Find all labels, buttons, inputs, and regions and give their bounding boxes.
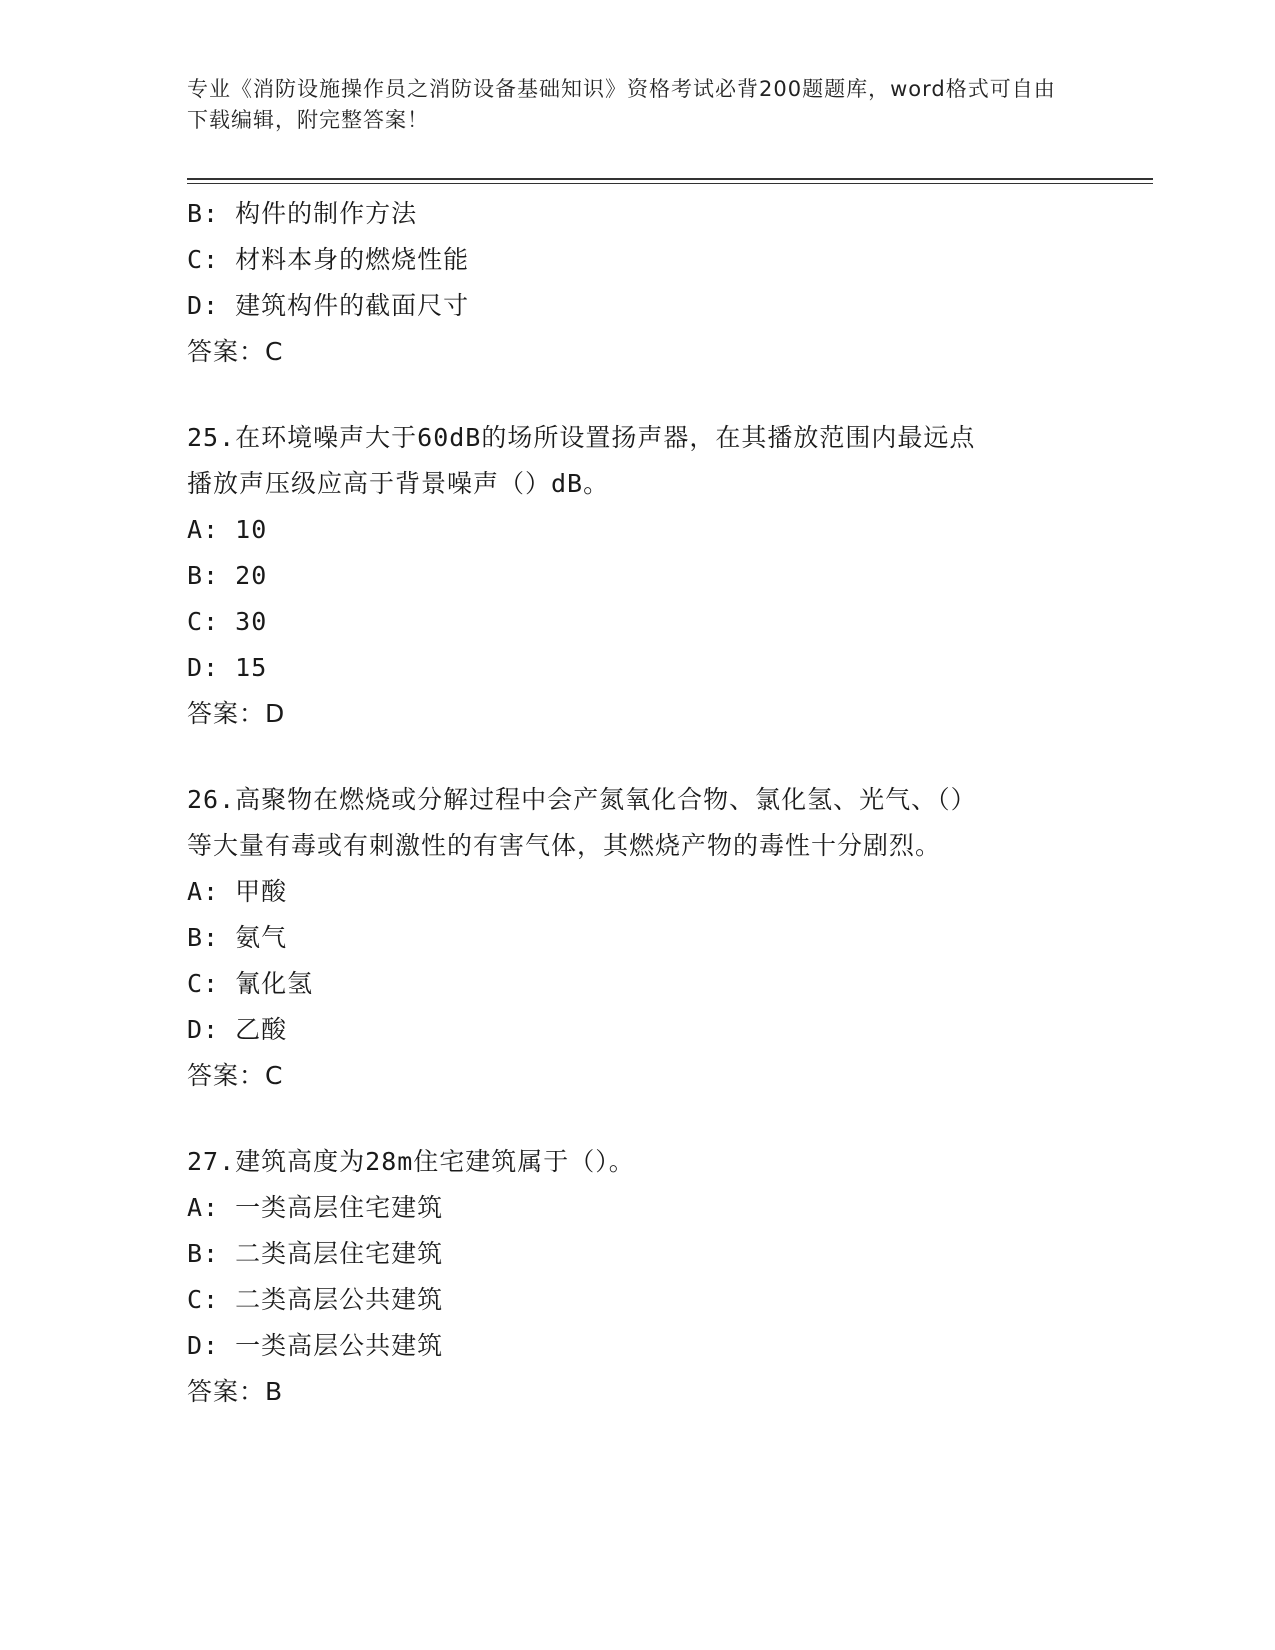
option-a: A: 甲酸 — [187, 877, 288, 906]
option-b: B: 氨气 — [187, 923, 288, 952]
option-d: D: 一类高层公共建筑 — [187, 1331, 444, 1360]
header-divider-thick — [187, 178, 1153, 180]
option-d: D: 乙酸 — [187, 1015, 288, 1044]
answer-line: 答案：C — [187, 337, 284, 366]
prev-question-block — [187, 191, 1067, 375]
question-text-line: 25.在环境噪声大于60dB的场所设置扬声器，在其播放范围内最远点 — [187, 423, 976, 452]
question-text-line: 播放声压级应高于背景噪声（）dB。 — [187, 469, 610, 498]
option-d: D: 建筑构件的截面尺寸 — [187, 291, 470, 320]
option-a: A: 10 — [187, 515, 268, 544]
option-b: B: 20 — [187, 561, 268, 590]
option-c: C: 二类高层公共建筑 — [187, 1285, 444, 1314]
question-27 — [187, 1139, 1067, 1415]
document-header: 专业《消防设施操作员之消防设备基础知识》资格考试必背200题题库，word格式可自由下载编辑，附完整答案！ — [187, 77, 1056, 132]
header-divider-thin — [187, 183, 1153, 184]
answer-line: 答案：B — [187, 1377, 284, 1406]
option-b: B: 二类高层住宅建筑 — [187, 1239, 444, 1268]
option-a: A: 一类高层住宅建筑 — [187, 1193, 444, 1222]
question-text-line: 等大量有毒或有刺激性的有害气体，其燃烧产物的毒性十分剧烈。 — [187, 831, 942, 860]
option-b: B: 构件的制作方法 — [187, 199, 418, 228]
option-c: C: 30 — [187, 607, 268, 636]
question-26 — [187, 777, 1067, 1099]
option-c: C: 氰化氢 — [187, 969, 314, 998]
option-d: D: 15 — [187, 653, 268, 682]
question-text-line: 27.建筑高度为28m住宅建筑属于（）。 — [187, 1147, 635, 1176]
question-list — [187, 191, 1067, 1415]
question-25 — [187, 415, 1067, 737]
question-text-line: 26.高聚物在燃烧或分解过程中会产氮氧化合物、氯化氢、光气、（） — [187, 785, 977, 814]
option-c: C: 材料本身的燃烧性能 — [187, 245, 470, 274]
answer-line: 答案：D — [187, 699, 286, 728]
answer-line: 答案：C — [187, 1061, 284, 1090]
